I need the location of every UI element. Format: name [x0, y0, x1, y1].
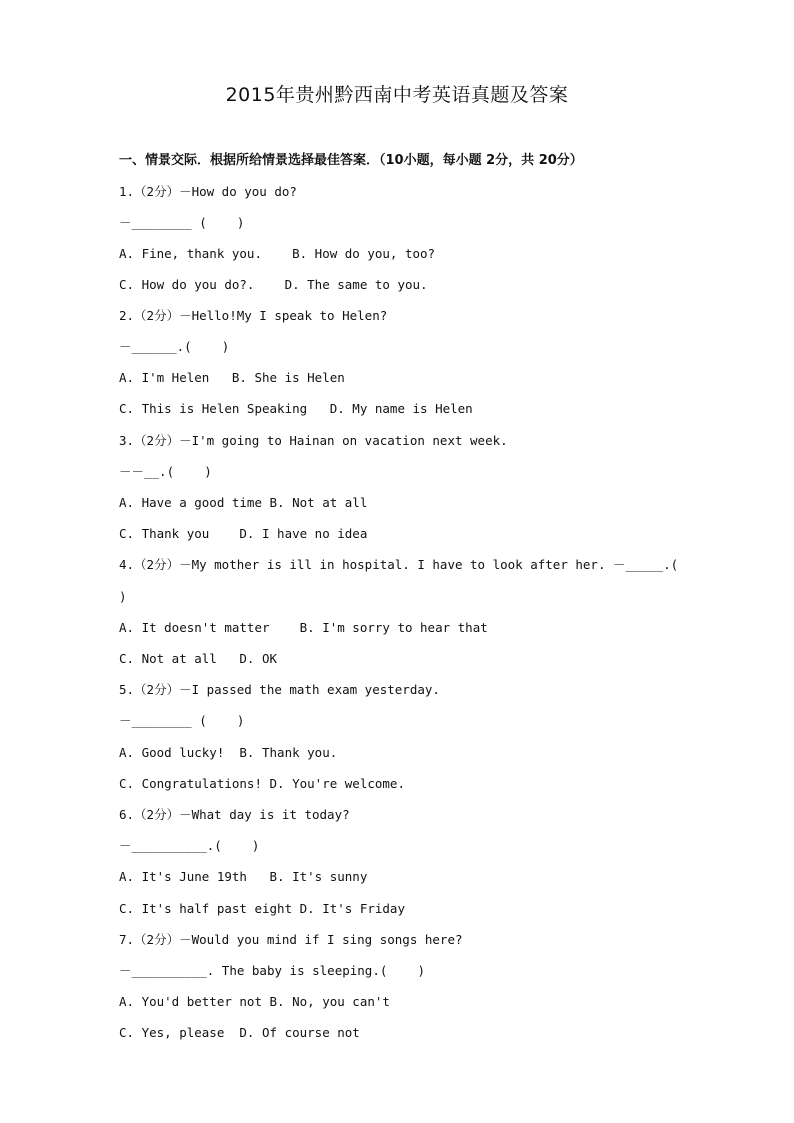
question-6-prompt: 6.（2分）－What day is it today?	[119, 807, 350, 822]
section-heading: 一、情景交际．根据所给情景选择最佳答案．（10小题，每小题 2分，共 20分）	[119, 153, 583, 168]
question-6-options-cd: C. It's half past eight D. It's Friday	[119, 901, 405, 916]
question-1-options-ab: A. Fine, thank you. B. How do you, too?	[119, 246, 436, 261]
question-1-options-cd: C. How do you do?. D. The same to you.	[119, 277, 428, 292]
question-4-prompt: 4.（2分）－My mother is ill in hospital. I have to look after her. －_____.(	[119, 557, 679, 572]
question-3-options-cd: C. Thank you D. I have no idea	[119, 526, 368, 541]
question-7-prompt: 7.（2分）－Would you mind if I sing songs here?	[119, 932, 463, 947]
page-title: 2015年贵州黔西南中考英语真题及答案	[225, 84, 569, 106]
question-3-prompt: 3.（2分）－I'm going to Hainan on vacation next week.	[119, 433, 508, 448]
question-4-options-ab: A. It doesn't matter B. I'm sorry to hear that	[119, 620, 488, 635]
question-5-prompt: 5.（2分）－I passed the math exam yesterday.	[119, 682, 440, 697]
question-1-prompt: 1.（2分）－How do you do?	[119, 184, 297, 199]
question-2-options-ab: A. I'm Helen B. She is Helen	[119, 370, 345, 385]
question-7-options-cd: C. Yes, please D. Of course not	[119, 1025, 360, 1040]
question-2-prompt: 2.（2分）－Hello!My I speak to Helen?	[119, 308, 388, 323]
question-5-options-ab: A. Good lucky! B. Thank you.	[119, 745, 338, 760]
question-6-options-ab: A. It's June 19th B. It's sunny	[119, 869, 368, 884]
question-3-options-ab: A. Have a good time B. Not at all	[119, 495, 368, 510]
question-5-options-cd: C. Congratulations! D. You're welcome.	[119, 776, 405, 791]
question-7-blank: －__________. The baby is sleeping.( )	[119, 963, 425, 978]
question-7-options-ab: A. You'd better not B. No, you can't	[119, 994, 390, 1009]
question-5-blank: －________ ( )	[119, 713, 245, 728]
question-4-prompt-cont: )	[119, 589, 127, 604]
question-2-blank: －______.( )	[119, 339, 230, 354]
question-2-options-cd: C. This is Helen Speaking D. My name is Helen	[119, 401, 473, 416]
question-3-blank: －－__.( )	[119, 464, 212, 479]
question-4-options-cd: C. Not at all D. OK	[119, 651, 278, 666]
question-1-blank: －________ ( )	[119, 215, 245, 230]
question-6-blank: －__________.( )	[119, 838, 260, 853]
